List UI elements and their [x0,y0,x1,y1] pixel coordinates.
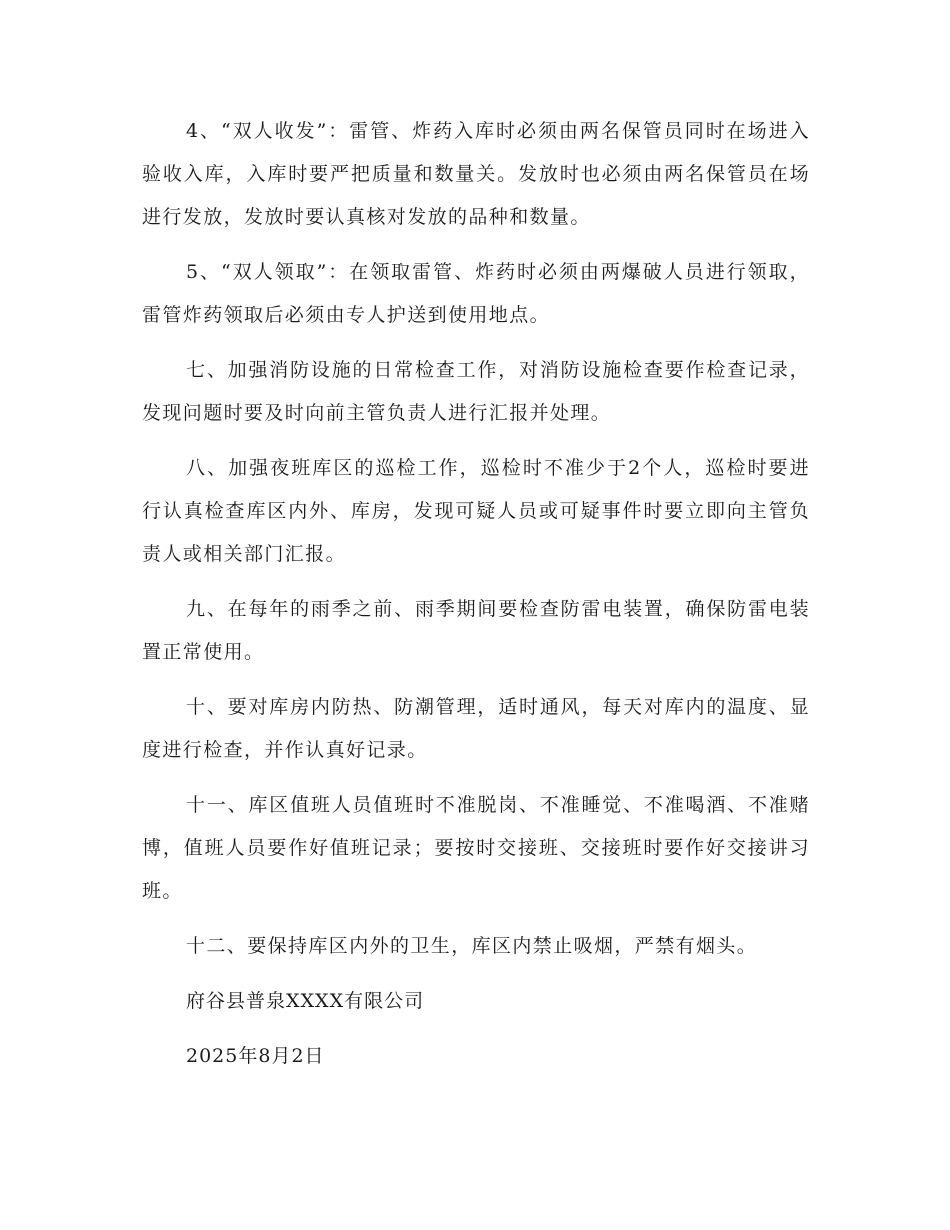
paragraph-lightning-protection: 九、在每年的雨季之前、雨季期间要检查防雷电装置，确保防雷电装置正常使用。 [142,598,810,663]
paragraph-double-receive: 5、“双人领取”：在领取雷管、炸药时必须由两爆破人员进行领取，雷管炸药领取后必须由专人护送到使用地点。 [142,261,810,326]
paragraph-double-issue: 4、“双人收发”：雷管、炸药入库时必须由两名保管员同时在场进入验收入库，入库时要严把质量和数量关。发放时也必须由两名保管员在场进行发放，发放时要认真核对发放的品种和数量。 [142,120,810,228]
document-page [142,110,810,1090]
paragraph-heat-moisture: 十、要对库房内防热、防潮管理，适时通风，每天对库内的温度、显度进行检查，并作认真好记录。 [142,696,810,761]
paragraph-duty-rules: 十一、库区值班人员值班时不准脱岗、不准睡觉、不准喝酒、不准赌博，值班人员要作好值班记录；要按时交接班、交接班时要作好交接讲习班。 [142,794,810,902]
document-date: 2025年8月2日 [186,1045,325,1067]
paragraph-hygiene: 十二、要保持库区内外的卫生，库区内禁止吸烟，严禁有烟头。 [186,935,758,957]
paragraph-fire-inspection: 七、加强消防设施的日常检查工作，对消防设施检查要作检查记录，发现问题时要及时向前主管负责人进行汇报并处理。 [142,359,810,424]
paragraph-night-patrol: 八、加强夜班库区的巡检工作，巡检时不准少于2个人，巡检时要进行认真检查库区内外、库房，发现可疑人员或可疑事件时要立即向主管负责人或相关部门汇报。 [142,457,810,565]
company-signature: 府谷县普泉XXXX有限公司 [186,990,425,1012]
